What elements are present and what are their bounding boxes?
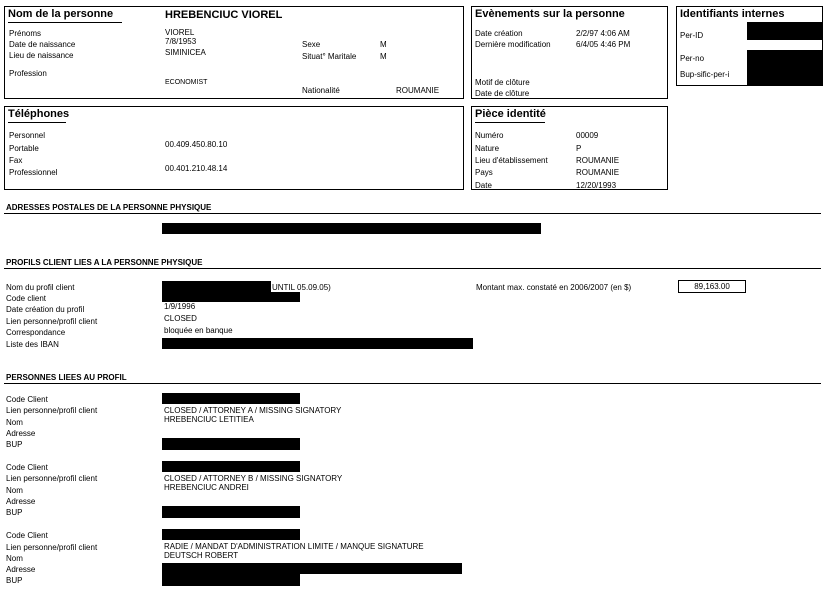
value-lien-profil: CLOSED: [164, 314, 197, 323]
label-date-creation: Date création: [475, 29, 523, 38]
label-lieu-etablissement: Lieu d'établissement: [475, 156, 548, 165]
value-prenoms: VIOREL: [165, 28, 195, 37]
label-motif-cloture: Motif de clôture: [475, 78, 530, 87]
redacted-iban: [162, 338, 473, 349]
label-lien: Lien personne/profil client: [6, 406, 98, 415]
label-code-client: Code Client: [6, 463, 48, 472]
id-doc-title-underline: [475, 122, 545, 123]
redacted-code-client: [162, 461, 300, 472]
value-sexe: M: [380, 40, 387, 49]
label-nom-profil: Nom du profil client: [6, 283, 75, 292]
value-nom: HREBENCIUC LETITIEA: [164, 415, 254, 424]
label-code-client: Code Client: [6, 531, 48, 540]
value-nom: HREBENCIUC ANDREI: [164, 483, 249, 492]
value-portable: 00.409.450.80.10: [165, 140, 228, 149]
value-lien: CLOSED / ATTORNEY A / MISSING SIGNATORY: [164, 406, 342, 415]
label-per-id: Per-ID: [680, 31, 704, 40]
linked-section-title: PERSONNES LIEES AU PROFIL: [6, 373, 127, 382]
value-nom: DEUTSCH ROBERT: [164, 551, 239, 560]
label-bup: BUP: [6, 576, 23, 585]
value-correspondance: bloquée en banque: [164, 326, 233, 335]
value-lieu-naissance: SIMINICEA: [165, 48, 206, 57]
addresses-rule: [4, 213, 821, 214]
label-nom: Nom: [6, 554, 23, 563]
redacted-bup: [162, 574, 300, 586]
addresses-section-title: ADRESSES POSTALES DE LA PERSONNE PHYSIQUE: [6, 203, 212, 212]
label-numero: Numéro: [475, 131, 504, 140]
events-box-title: Evènements sur la personne: [475, 8, 625, 20]
label-adresse: Adresse: [6, 565, 36, 574]
label-nom: Nom: [6, 418, 23, 427]
value-date-creation-profil: 1/9/1996: [164, 302, 196, 311]
label-date-cloture: Date de clôture: [475, 89, 530, 98]
value-lien: CLOSED / ATTORNEY B / MISSING SIGNATORY: [164, 474, 343, 483]
value-situat-maritale: M: [380, 52, 387, 61]
value-professionnel: 00.401.210.48.14: [165, 164, 228, 173]
label-liste-iban: Liste des IBAN: [6, 340, 59, 349]
value-lien: RADIE / MANDAT D'ADMINISTRATION LIMITE / MANQUE SIGNATURE: [164, 542, 424, 551]
label-personnel: Personnel: [9, 131, 46, 140]
phones-title-underline: [8, 122, 66, 123]
montant-max-value: 89,163.00: [678, 280, 746, 293]
value-derniere-modification: 6/4/05 4:46 PM: [576, 40, 631, 49]
label-bup: BUP: [6, 508, 23, 517]
value-until: UNTIL 05.09.05): [272, 283, 331, 292]
value-date-creation: 2/2/97 4:06 AM: [576, 29, 630, 38]
id-doc-box: [471, 106, 668, 190]
redacted-adresse: [162, 563, 462, 574]
redacted-bup: [162, 506, 300, 518]
person-title-underline: [8, 22, 122, 23]
internal-ids-title: Identifiants internes: [680, 8, 785, 20]
redacted-code-client: [162, 393, 300, 404]
redacted-code-client-profil: [162, 292, 300, 302]
label-lieu-naissance: Lieu de naissance: [9, 51, 74, 60]
phones-title: Téléphones: [8, 108, 70, 120]
label-sexe: Sexe: [302, 40, 321, 49]
label-derniere-modification: Dernière modification: [475, 40, 551, 49]
label-pays: Pays: [475, 168, 493, 177]
label-lien-profil: Lien personne/profil client: [6, 317, 98, 326]
profiles-rule: [4, 268, 821, 269]
label-bup-sific: Bup-sific-per-i: [680, 70, 730, 79]
label-montant-max: Montant max. constaté en 2006/2007 (en $): [476, 283, 632, 292]
label-nationalite: Nationalité: [302, 86, 340, 95]
person-box: [4, 6, 464, 99]
label-bup: BUP: [6, 440, 23, 449]
label-code-client: Code Client: [6, 395, 48, 404]
label-prenoms: Prénoms: [9, 29, 42, 38]
internal-ids-box: [676, 6, 823, 86]
value-date-doc: 12/20/1993: [576, 181, 617, 190]
redacted-bup: [162, 438, 300, 450]
label-adresse: Adresse: [6, 429, 36, 438]
label-date-creation-profil: Date création du profil: [6, 305, 85, 314]
label-nom: Nom: [6, 486, 23, 495]
label-code-client-profil: Code client: [6, 294, 47, 303]
person-name: HREBENCIUC VIOREL: [165, 9, 283, 21]
person-box-title: Nom de la personne: [8, 8, 114, 20]
label-portable: Portable: [9, 144, 39, 153]
label-profession: Profession: [9, 69, 47, 78]
label-adresse: Adresse: [6, 497, 36, 506]
redacted-address: [162, 223, 541, 234]
label-fax: Fax: [9, 156, 23, 165]
profiles-section-title: PROFILS CLIENT LIES A LA PERSONNE PHYSIQUE: [6, 258, 203, 267]
redacted-per-id: [747, 22, 823, 40]
value-date-naissance: 7/8/1953: [165, 37, 197, 46]
label-professionnel: Professionnel: [9, 168, 58, 177]
label-date-naissance: Date de naissance: [9, 40, 76, 49]
label-situat-maritale: Situat° Maritale: [302, 52, 357, 61]
redacted-code-client: [162, 529, 300, 540]
linked-rule: [4, 383, 821, 384]
value-pays: ROUMANIE: [576, 168, 620, 177]
label-correspondance: Correspondance: [6, 328, 66, 337]
id-doc-title: Pièce identité: [475, 108, 546, 120]
label-lien: Lien personne/profil client: [6, 474, 98, 483]
events-box: [471, 6, 668, 99]
value-nationalite: ROUMANIE: [396, 86, 440, 95]
redacted-per-no: [747, 50, 823, 86]
label-nature: Nature: [475, 144, 500, 153]
label-date-doc: Date: [475, 181, 492, 190]
value-nature: P: [576, 144, 582, 153]
label-per-no: Per-no: [680, 54, 705, 63]
label-lien: Lien personne/profil client: [6, 543, 98, 552]
value-profession: ECONOMIST: [165, 79, 208, 86]
value-lieu-etablissement: ROUMANIE: [576, 156, 620, 165]
value-numero: 00009: [576, 131, 599, 140]
phones-box: [4, 106, 464, 190]
